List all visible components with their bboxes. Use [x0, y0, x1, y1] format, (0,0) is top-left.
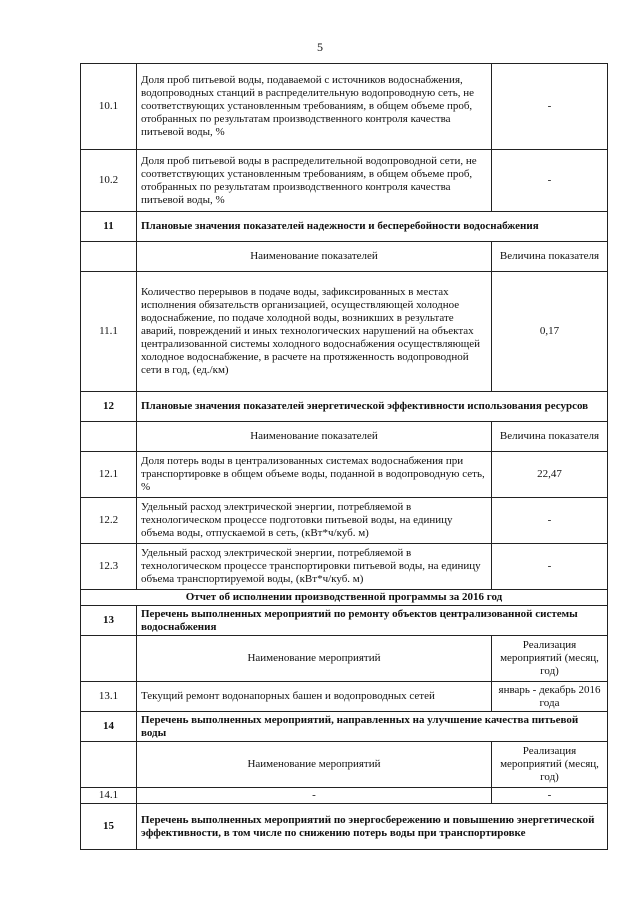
section-row	[81, 712, 608, 742]
measure-period: январь - декабрь 2016 года	[492, 682, 608, 712]
section-number: 11	[81, 212, 137, 242]
measure-name: Текущий ремонт водонапорных башен и водопроводных сетей	[137, 682, 492, 712]
column-header-name: Наименование показателей	[137, 422, 492, 452]
header-row	[81, 242, 608, 272]
row-number: 12.1	[81, 452, 137, 498]
table-row	[81, 788, 608, 804]
column-header-name: Наименование мероприятий	[137, 742, 492, 788]
table-row	[81, 682, 608, 712]
measure-name: -	[137, 788, 492, 804]
program-table	[80, 63, 608, 850]
section-number: 14	[81, 712, 137, 742]
indicator-value: -	[492, 544, 608, 590]
indicator-name: Доля проб питьевой воды, подаваемой с источников водоснабжения, водопроводных станций в распределительную водопроводную сеть, не соответствующих установленным требованиям, в общем объеме проб, отобранных по результатам производственного контроля качества питьевой воды, %	[137, 64, 492, 150]
indicator-value: -	[492, 64, 608, 150]
indicator-name: Количество перерывов в подаче воды, зафиксированных в местах исполнения обязательств организацией, осуществляющей холодное водоснабжение, по подаче холодной воды, возникших в результате аварий, повреждений и иных технологических нарушений на объектах централизованной системы холодного водоснабжения осуществляющей холодное водоснабжение, в расчете на протяженность водопроводной сети в год, (ед./км)	[137, 272, 492, 392]
row-number: 14.1	[81, 788, 137, 804]
table-row	[81, 498, 608, 544]
column-header-name: Наименование показателей	[137, 242, 492, 272]
table-row	[81, 150, 608, 212]
table-row	[81, 544, 608, 590]
column-header-value: Величина показателя	[492, 422, 608, 452]
section-title: Перечень выполненных мероприятий по ремонту объектов централизованной системы водоснабжения	[137, 606, 608, 636]
indicator-value: -	[492, 498, 608, 544]
section-row	[81, 212, 608, 242]
row-number: 11.1	[81, 272, 137, 392]
section-number: 15	[81, 804, 137, 850]
header-row	[81, 636, 608, 682]
measure-period: -	[492, 788, 608, 804]
row-number: 13.1	[81, 682, 137, 712]
column-header-value: Реализация мероприятий (месяц, год)	[492, 636, 608, 682]
indicator-name: Доля проб питьевой воды в распределительной водопроводной сети, не соответствующих установленным требованиям, в общем объеме проб, отобранных по результатам производственного контроля качества питьевой воды, %	[137, 150, 492, 212]
table-row	[81, 64, 608, 150]
column-header-value: Величина показателя	[492, 242, 608, 272]
indicator-name: Доля потерь воды в централизованных системах водоснабжения при транспортировке в общем объеме воды, поданной в водопроводную сеть, %	[137, 452, 492, 498]
row-number: 12.2	[81, 498, 137, 544]
section-title: Перечень выполненных мероприятий, направленных на улучшение качества питьевой воды	[137, 712, 608, 742]
row-number: 12.3	[81, 544, 137, 590]
report-title: Отчет об исполнении производственной программы за 2016 год	[81, 590, 608, 606]
section-row	[81, 606, 608, 636]
indicator-value: 22,47	[492, 452, 608, 498]
page-number: 5	[317, 40, 323, 54]
section-title: Плановые значения показателей энергетической эффективности использования ресурсов	[137, 392, 608, 422]
row-number: 10.1	[81, 64, 137, 150]
indicator-value: -	[492, 150, 608, 212]
section-row	[81, 804, 608, 850]
indicator-name: Удельный расход электрической энергии, потребляемой в технологическом процессе подготовки питьевой воды, на единицу объема воды, отпускаемой в сеть, (кВт*ч/куб. м)	[137, 498, 492, 544]
table-row	[81, 272, 608, 392]
section-title: Плановые значения показателей надежности и бесперебойности водоснабжения	[137, 212, 608, 242]
header-row	[81, 422, 608, 452]
column-header-value: Реализация мероприятий (месяц, год)	[492, 742, 608, 788]
indicator-name: Удельный расход электрической энергии, потребляемой в технологическом процессе транспортировки питьевой воды, на единицу объема транспортируемой воды, (кВт*ч/куб. м)	[137, 544, 492, 590]
section-number: 13	[81, 606, 137, 636]
header-row	[81, 742, 608, 788]
section-number: 12	[81, 392, 137, 422]
table-row	[81, 452, 608, 498]
row-number: 10.2	[81, 150, 137, 212]
section-title: Перечень выполненных мероприятий по энергосбережению и повышению энергетической эффективности, в том числе по снижению потерь воды при транспортировке	[137, 804, 608, 850]
report-title-row	[81, 590, 608, 606]
section-row	[81, 392, 608, 422]
indicator-value: 0,17	[492, 272, 608, 392]
column-header-name: Наименование мероприятий	[137, 636, 492, 682]
